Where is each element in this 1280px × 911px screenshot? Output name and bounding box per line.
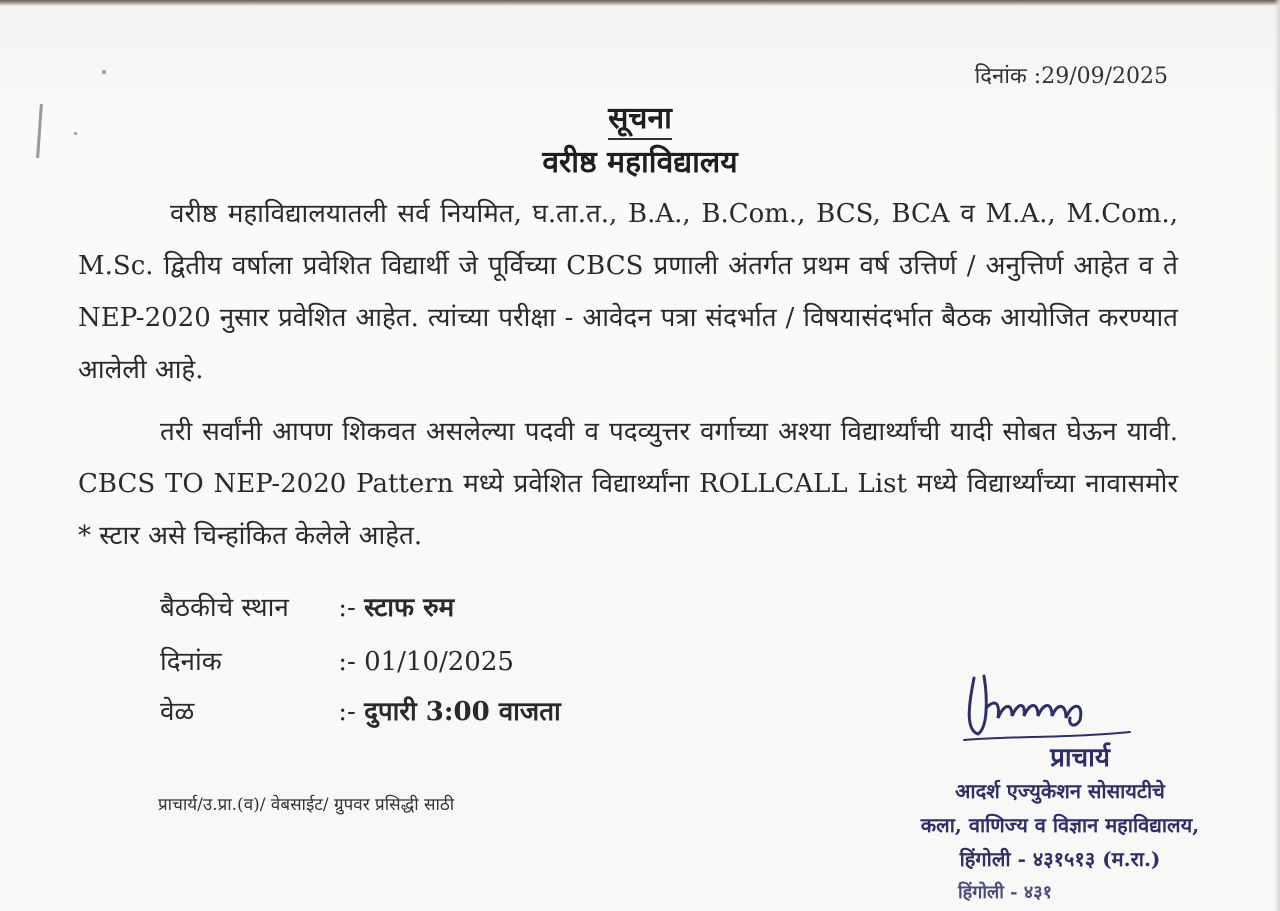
meeting-date-label: दिनांक xyxy=(160,647,222,677)
meeting-time-separator: :- xyxy=(338,697,356,727)
principal-designation: प्राचार्य xyxy=(1050,743,1110,773)
page-edge-shadow xyxy=(0,0,1280,6)
meeting-time-row xyxy=(160,692,561,728)
college-stamp xyxy=(900,738,1220,903)
stamp-line-society: आदर्श एज्युकेशन सोसायटीचे xyxy=(955,779,1165,803)
meeting-date-row xyxy=(160,642,514,678)
stamp-line-address: हिंगोली - ४३१५१३ (म.रा.) xyxy=(959,847,1161,871)
notice-paragraph-2: तरी सर्वांनी आपण शिकवत असलेल्या पदवी व पदव्युत्तर वर्गाच्या अश्या विद्यार्थ्यांची यादी सोबत घेऊन यावी. CBCS TO NEP-2020 Pattern मध्ये प्रवेशित विद्यार्थ्यांना ROLLCALL List मध्ये विद्यार्थ्यांच्या नावासमोर * स्टार असे चिन्हांकित केलेले आहेत. xyxy=(78,417,1178,551)
distribution-note: प्राचार्य/उ.प्रा.(व)/ वेबसाईट/ ग्रुपवर प्रसिद्धी साठी xyxy=(158,795,455,815)
notice-title: सूचना xyxy=(0,96,1280,137)
notice-date: दिनांक :29/09/2025 xyxy=(974,64,1168,89)
principal-signature xyxy=(960,668,1140,748)
meeting-place-label: बैठकीचे स्थान xyxy=(160,593,289,623)
meeting-date-value: 01/10/2025 xyxy=(364,647,514,677)
meeting-time-value: दुपारी 3:00 वाजता xyxy=(364,697,561,727)
notice-paragraph-1: वरीष्ठ महाविद्यालयातली सर्व नियमित, घ.ता.त., B.A., B.Com., BCS, BCA व M.A., M.Com., M.Sc. द्वितीय वर्षाला प्रवेशित विद्यार्थी जे पूर्विच्या CBCS प्रणाली अंतर्गत प्रथम वर्ष उत्तिर्ण / अनुत्तिर्ण आहेत व ते NEP-2020 नुसार प्रवेशित आहेत. त्यांच्या परीक्षा - आवेदन पत्रा संदर्भात / विषयासंदर्भात बैठक आयोजित करण्यात आलेली आहे. xyxy=(78,199,1178,385)
stamp-line-college: कला, वाणिज्य व विज्ञान महाविद्यालय, xyxy=(920,813,1200,837)
meeting-place-row xyxy=(160,588,454,624)
meeting-place-value: स्टाफ रुम xyxy=(364,593,455,623)
stamp-line-cut: हिंगोली - ४३१ xyxy=(958,882,1052,903)
meeting-place-separator: :- xyxy=(338,593,356,623)
notice-subtitle: वरीष्ठ महाविद्यालय xyxy=(542,145,738,180)
meeting-date-separator: :- xyxy=(338,647,356,677)
dot-mark xyxy=(102,70,106,74)
meeting-time-label: वेळ xyxy=(160,697,195,727)
